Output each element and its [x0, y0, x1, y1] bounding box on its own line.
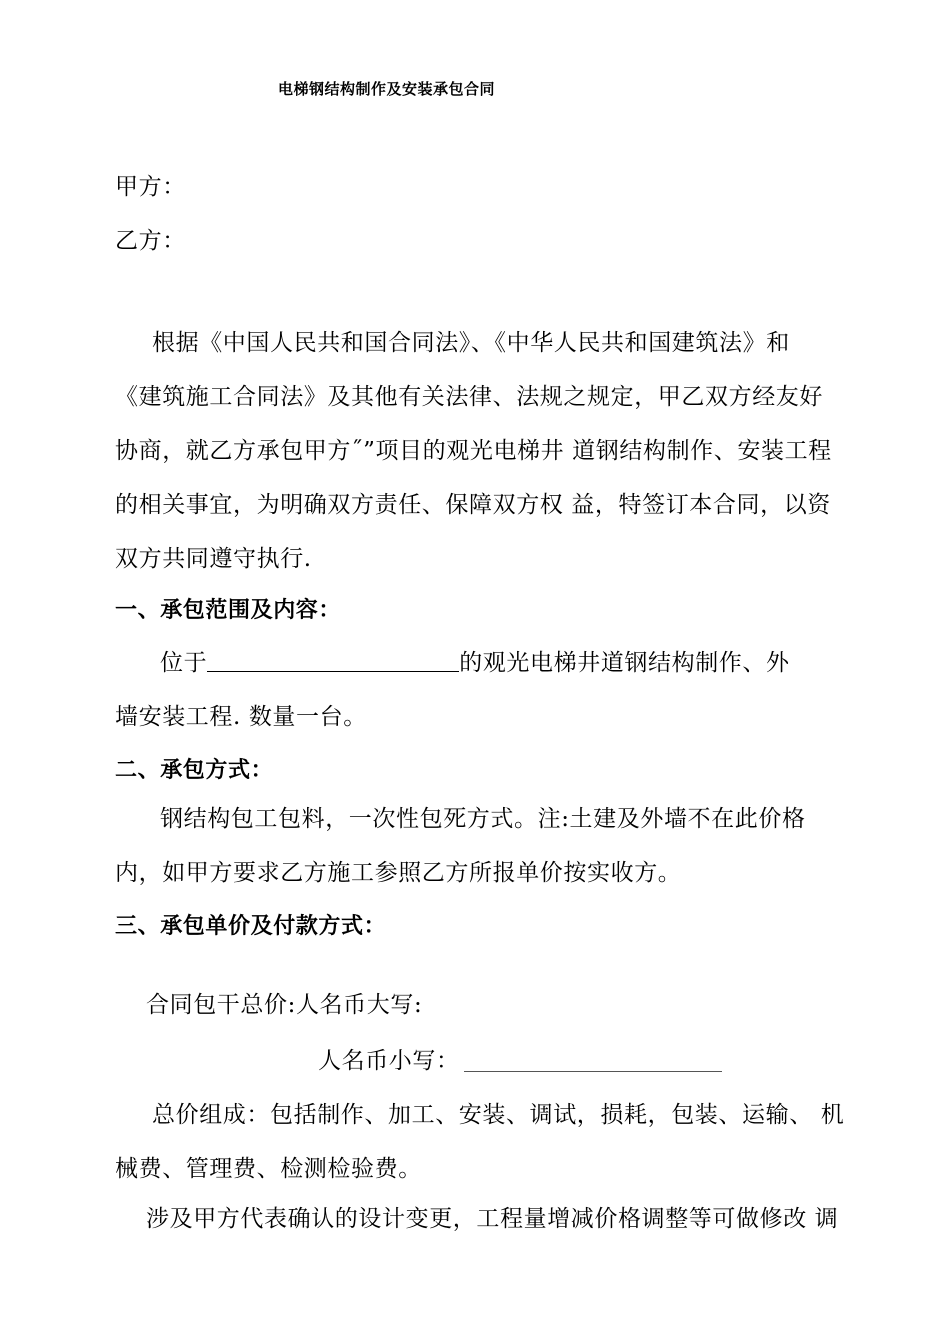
- party-b-label: 乙方：: [115, 228, 186, 254]
- section-2-line-2: 内，如甲方要求乙方施工参照乙方所报单价按实收方。: [115, 860, 682, 886]
- location-prefix: 位于: [160, 650, 208, 676]
- section-1-heading: 一、承包范围及内容：: [115, 598, 342, 623]
- section-1-line-1: [160, 648, 790, 678]
- location-blank: [207, 649, 459, 672]
- location-suffix: 的观光电梯井道钢结构制作、外: [459, 650, 790, 676]
- total-price-lower: [318, 1046, 722, 1076]
- section-2-line-1: 钢结构包工包料，一次性包死方式。注:土建及外墙不在此价格: [160, 806, 806, 832]
- total-price-lower-label: 人名币小写：: [318, 1048, 460, 1074]
- intro-line-1: 根据《中国人民共和国合同法》、《中华人民共和国建筑法》和: [152, 330, 790, 356]
- composition-line-2: 械费、管理费、检测检验费。: [115, 1156, 422, 1182]
- intro-line-4: 的相关事宜，为明确双方责任、保障双方权 益，特签订本合同，以资: [115, 492, 831, 518]
- section-2-heading: 二、承包方式：: [115, 758, 274, 783]
- section-1-line-2: 墙安装工程. 数量一台。: [115, 704, 367, 730]
- total-price-upper: 合同包干总价:人名币大写:: [146, 992, 423, 1018]
- document-title: 电梯钢结构制作及安装承包合同: [278, 80, 496, 98]
- intro-line-5: 双方共同遵守执行.: [115, 546, 312, 572]
- party-a-label: 甲方：: [115, 174, 186, 200]
- composition-line-1: 总价组成：包括制作、加工、安装、调试，损耗，包装、运输、 机: [152, 1102, 845, 1128]
- intro-line-3: 协商，就乙方承包甲方˝”项目的观光电梯井 道钢结构制作、安装工程: [115, 438, 832, 464]
- change-line-1: 涉及甲方代表确认的设计变更，工程量增减价格调整等可做修改 调: [146, 1206, 839, 1232]
- section-3-heading: 三、承包单价及付款方式：: [115, 914, 387, 939]
- total-price-lower-blank: [464, 1049, 722, 1072]
- intro-line-2: 《建筑施工合同法》及其他有关法律、法规之规定，甲乙双方经友好: [115, 384, 823, 410]
